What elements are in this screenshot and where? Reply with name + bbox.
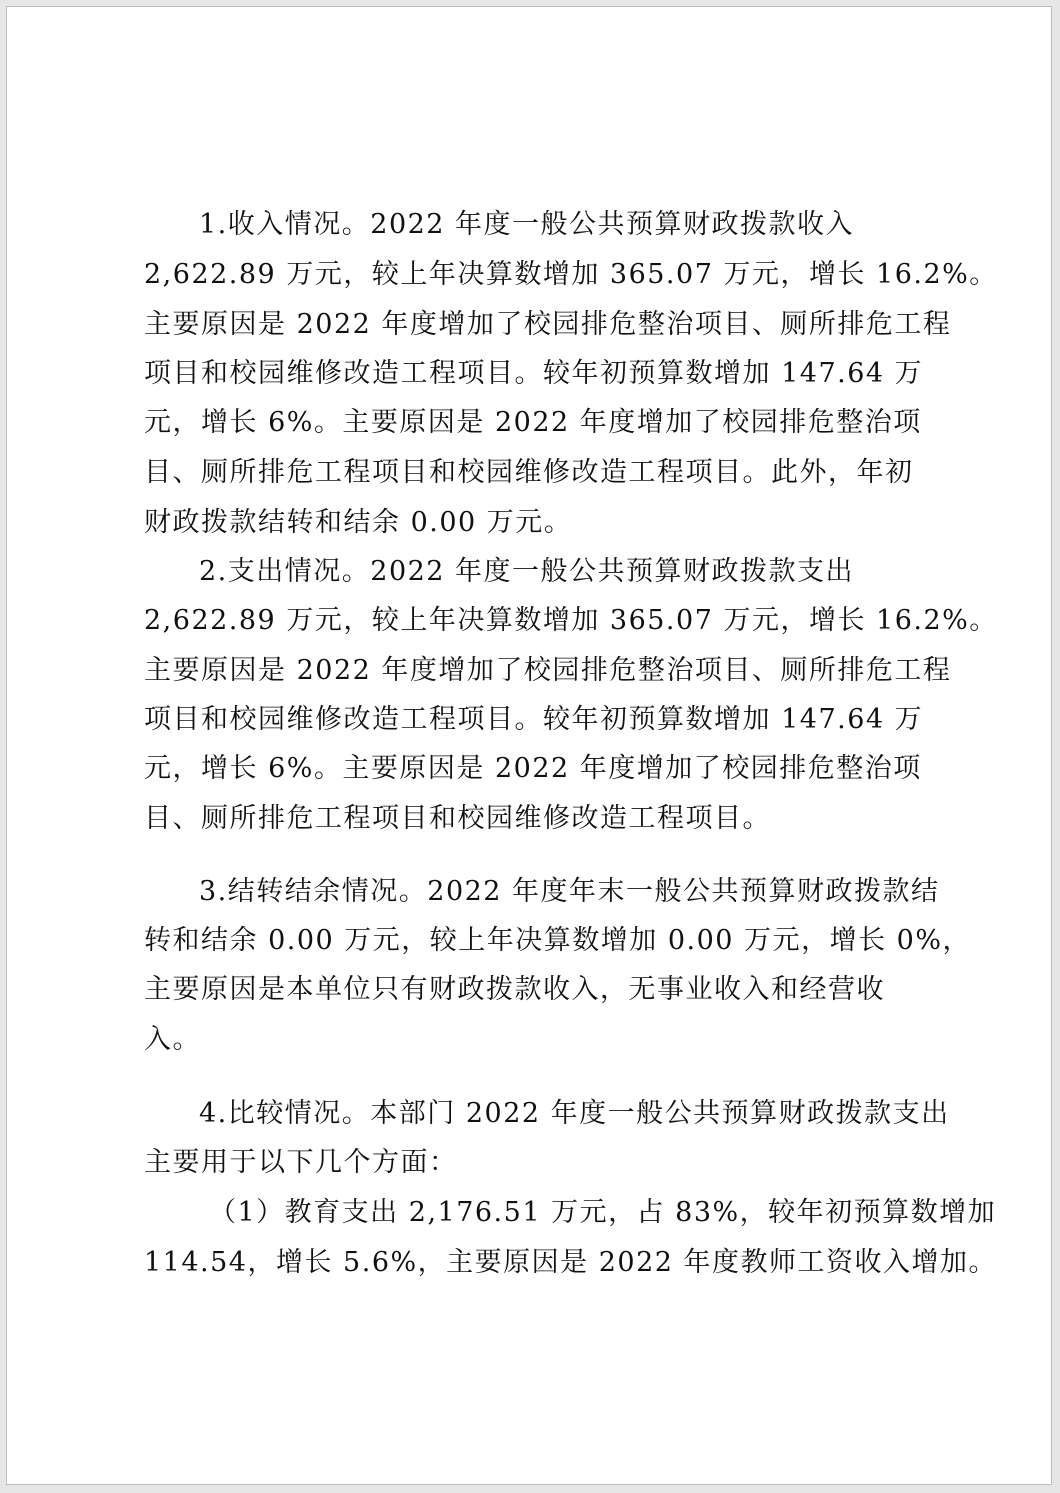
paragraph-line: 2.支出情况。2022 年度一般公共预算财政拨款支出 — [199, 556, 855, 587]
paragraph-line: 114.54，增长 5.6%，主要原因是 2022 年度教师工资收入增加。 — [144, 1247, 998, 1278]
paragraph-line: 项目和校园维修改造工程项目。较年初预算数增加 147.64 万 — [144, 704, 924, 735]
paragraph-line: 财政拨款结转和结余 0.00 万元。 — [144, 507, 573, 538]
paragraph-line: 主要原因是本单位只有财政拨款收入，无事业收入和经营收 — [144, 974, 885, 1005]
paragraph-line: 3.结转结余情况。2022 年度年末一般公共预算财政拨款结 — [199, 876, 940, 907]
paragraph-line: 转和结余 0.00 万元，较上年决算数增加 0.00 万元，增长 0%， — [144, 925, 971, 956]
paragraph-line: 2,622.89 万元，较上年决算数增加 365.07 万元，增长 16.2%。 — [144, 259, 998, 290]
paragraph-line: 2,622.89 万元，较上年决算数增加 365.07 万元，增长 16.2%。 — [144, 605, 998, 636]
paragraph-line: 1.收入情况。2022 年度一般公共预算财政拨款收入 — [199, 209, 855, 240]
paragraph-line: 元，增长 6%。主要原因是 2022 年度增加了校园排危整治项 — [144, 407, 922, 438]
document-page — [6, 6, 1052, 1485]
paragraph-line: 4.比较情况。本部门 2022 年度一般公共预算财政拨款支出 — [199, 1098, 950, 1129]
paragraph-line: 入。 — [144, 1024, 201, 1055]
paragraph-line: 目、厕所排危工程项目和校园维修改造工程项目。此外，年初 — [144, 457, 914, 488]
paragraph-line: 主要原因是 2022 年度增加了校园排危整治项目、厕所排危工程 — [144, 309, 952, 340]
paragraph-line: （1）教育支出 2,176.51 万元，占 83%，较年初预算数增加 — [209, 1197, 997, 1228]
paragraph-line: 主要用于以下几个方面： — [144, 1147, 458, 1178]
paragraph-line: 目、厕所排危工程项目和校园维修改造工程项目。 — [144, 803, 771, 834]
paragraph-line: 项目和校园维修改造工程项目。较年初预算数增加 147.64 万 — [144, 358, 924, 389]
paragraph-line: 主要原因是 2022 年度增加了校园排危整治项目、厕所排危工程 — [144, 655, 952, 686]
paragraph-line: 元，增长 6%。主要原因是 2022 年度增加了校园排危整治项 — [144, 753, 922, 784]
